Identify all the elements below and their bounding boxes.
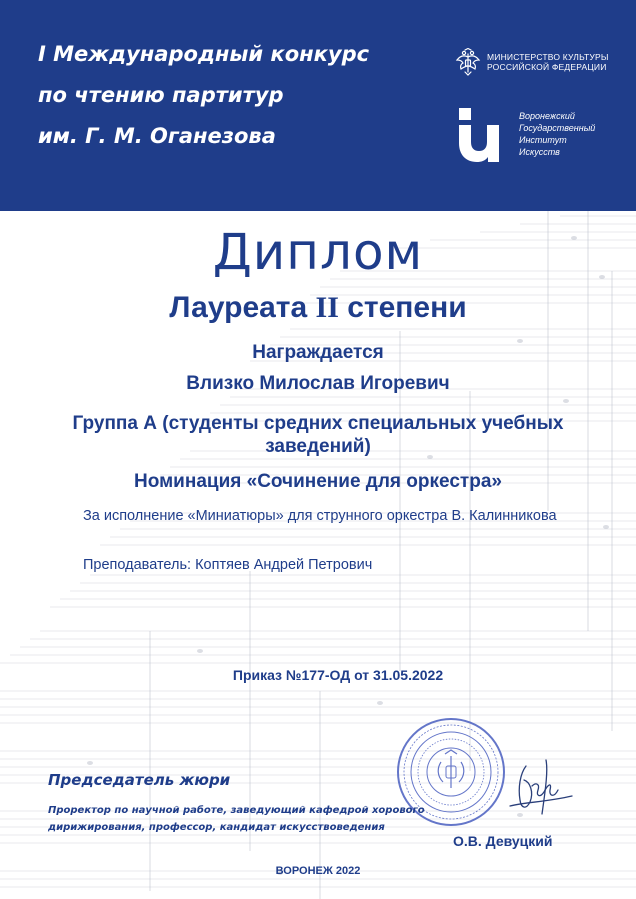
institute-name-line: Институт [519,135,567,145]
institute-name-line: Воронежский [519,111,575,121]
order-number: Приказ №177-ОД от 31.05.2022 [232,667,444,683]
performance-description: За исполнение «Миниатюры» для струнного оркестра В. Калинникова [83,508,557,524]
nomination: Номинация «Сочинение для оркестра» [134,471,502,492]
laureate-prefix: Лауреата [169,291,316,324]
contest-title-line: по чтению партитур [38,83,284,107]
chair-description: Проректор по научной работе, заведующий кафедрой хорового дирижирования, профессор, кандидат искусствоведения [48,805,425,833]
institute-logo [456,108,626,168]
participant-group: Группа А (студенты средних специальных учебных заведений) [72,413,564,457]
header-banner [0,0,636,211]
awarded-label: Награждается [252,342,384,363]
laureate-degree [30,288,606,328]
institute-name-line: Искусств [519,147,560,157]
institute-u-logo-icon [456,108,502,162]
diploma-title: Диплом [212,223,424,281]
chair-signature [506,756,576,818]
ministry-name [487,52,609,72]
ministry-name-line: МИНИСТЕРСТВО КУЛЬТУРЫ [487,52,609,62]
chair-title: Председатель жюри [48,771,231,789]
contest-title [38,34,458,157]
chair-name: О.В. Девуцкий [453,833,553,849]
recipient-name: Влизко Милослав Игоревич [186,373,450,394]
teacher-name: Преподаватель: Коптяев Андрей Петрович [83,557,373,573]
double-headed-eagle-icon [455,48,481,76]
city-year: ВОРОНЕЖ 2022 [275,865,361,877]
ministry-name-line: РОССИЙСКОЙ ФЕДЕРАЦИИ [487,62,607,72]
institute-name-line: Государственный [519,123,596,133]
institute-name [519,110,595,158]
contest-title-line: им. Г. М. Оганезова [38,124,276,148]
contest-title-line: I Международный конкурс [38,42,370,66]
laureate-degree-roman: II [315,291,339,324]
laureate-suffix: степени [338,291,467,324]
ministry-logo [455,48,625,78]
